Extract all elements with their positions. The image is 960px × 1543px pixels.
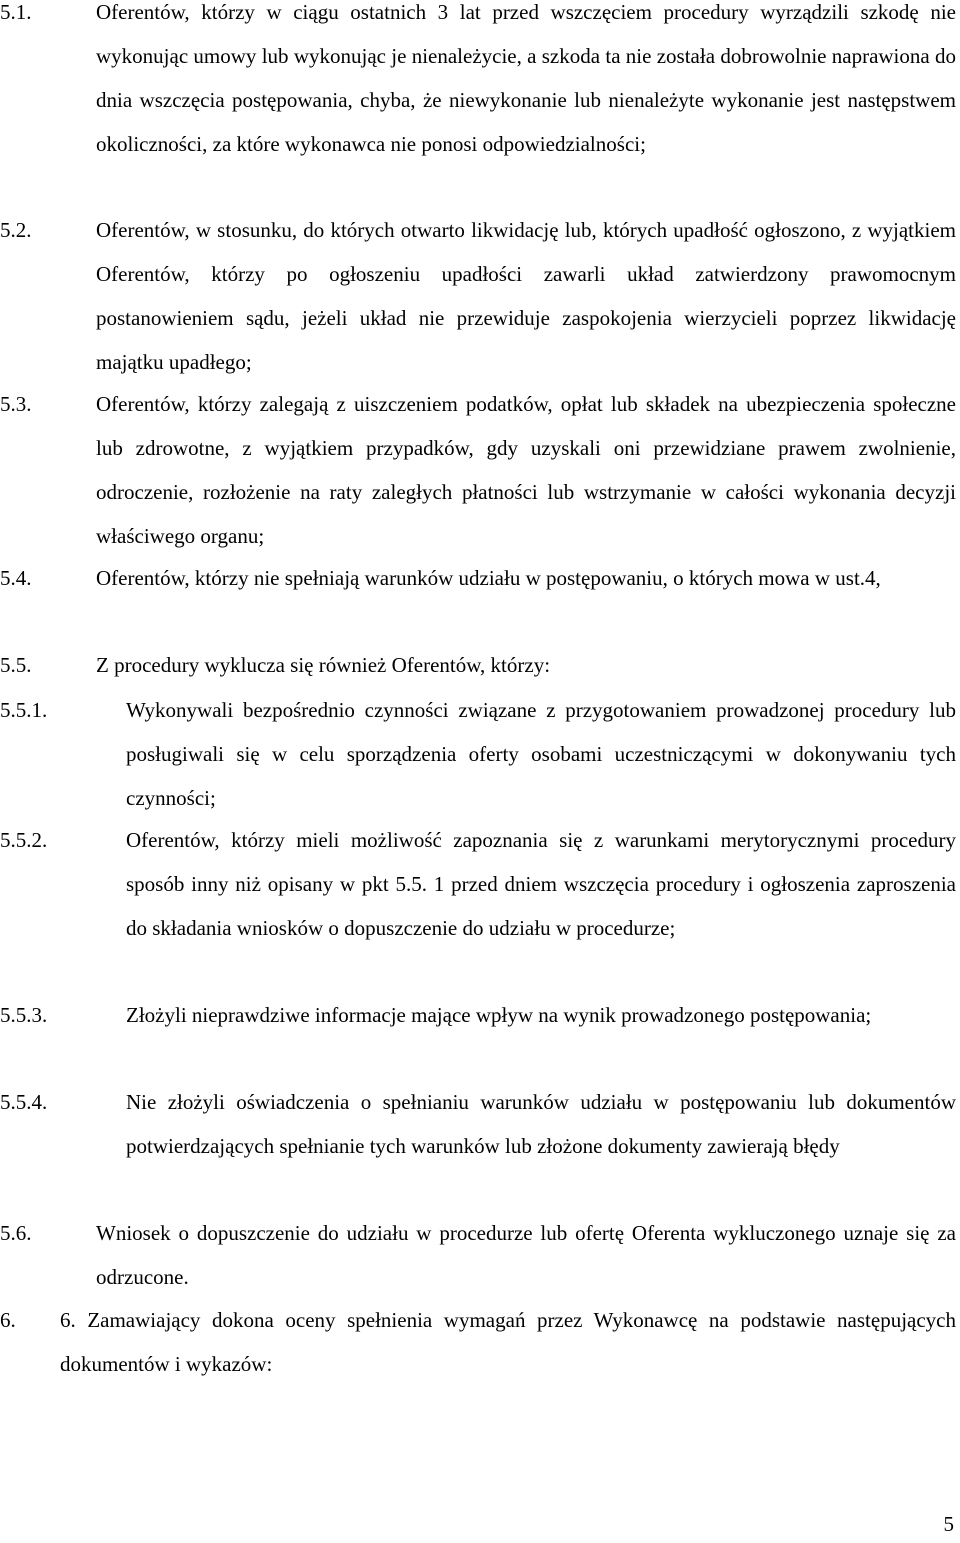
- clause-text: Oferentów, którzy zalegają z uiszczeniem podatków, opłat lub składek na ubezpieczenia społeczne lub zdrowotne, z wyjątkiem przypadków, gdy uzyskali oni przewidziane prawem zwolnienie, odroczenie, rozłożenie na raty zaległych płatności lub wstrzymanie w całości wykonania decyzji właściwego organu;: [96, 392, 956, 548]
- clause-text: Złożyli nieprawdziwe informacje mające wpływ na wynik prowadzonego postępowania;: [126, 1003, 872, 1027]
- clause-number: 5.5.: [0, 653, 32, 677]
- clause-text: Oferentów, którzy nie spełniają warunków udziału w postępowaniu, o których mowa w ust.4,: [96, 566, 881, 590]
- clause-number: 5.5.2.: [0, 828, 48, 852]
- clause-text: Oferentów, którzy mieli możliwość zapoznania się z warunkami merytorycznymi procedury sposób inny niż opisany w pkt 5.5. 1 przed dniem wszczęcia procedury i ogłoszenia zaproszenia do składania wniosków o dopuszczenie do udziału w procedurze;: [126, 828, 956, 940]
- clause-text: Oferentów, którzy w ciągu ostatnich 3 lat przed wszczęciem procedury wyrządzili szkodę nie wykonując umowy lub wykonując je nienależycie, a szkoda ta nie została dobrowolnie naprawiona do dnia wszczęcia postępowania, chyba, że niewykonanie lub nienależyte wykonanie jest następstwem okoliczności, za które wykonawca nie ponosi odpowiedzialności;: [96, 0, 956, 156]
- clause-number: 5.3.: [0, 392, 32, 416]
- clause-number: 5.2.: [0, 218, 32, 242]
- clause-text: Wykonywali bezpośrednio czynności związane z przygotowaniem prowadzonej procedury lub posługiwali się w celu sporządzenia oferty osobami uczestniczącymi w dokonywaniu tych czynności;: [126, 698, 956, 810]
- section-text: 6. Zamawiający dokona oceny spełnienia wymagań przez Wykonawcę na podstawie następujących dokumentów i wykazów:: [60, 1308, 956, 1376]
- clause-number: 5.1.: [0, 0, 32, 24]
- page-number: 5: [943, 1512, 954, 1536]
- clause-text: Nie złożyli oświadczenia o spełnianiu warunków udziału w postępowaniu lub dokumentów potwierdzających spełnianie tych warunków lub złożone dokumenty zawierają błędy: [126, 1090, 956, 1158]
- section-number: 6.: [0, 1308, 16, 1332]
- clause-number: 5.6.: [0, 1221, 32, 1245]
- clause-number: 5.5.4.: [0, 1090, 48, 1114]
- clause-text: Oferentów, w stosunku, do których otwarto likwidację lub, których upadłość ogłoszono, z wyjątkiem Oferentów, którzy po ogłoszeniu upadłości zawarli układ zatwierdzony prawomocnym postanowieniem sądu, jeżeli układ nie przewiduje zaspokojenia wierzycieli poprzez likwidację majątku upadłego;: [96, 218, 956, 374]
- clause-text: Z procedury wyklucza się również Oferentów, którzy:: [96, 653, 551, 677]
- clause-text: Wniosek o dopuszczenie do udziału w procedurze lub ofertę Oferenta wykluczonego uznaje się za odrzucone.: [96, 1221, 956, 1289]
- clause-number: 5.5.1.: [0, 698, 48, 722]
- clause-number: 5.4.: [0, 566, 32, 590]
- clause-number: 5.5.3.: [0, 1003, 48, 1027]
